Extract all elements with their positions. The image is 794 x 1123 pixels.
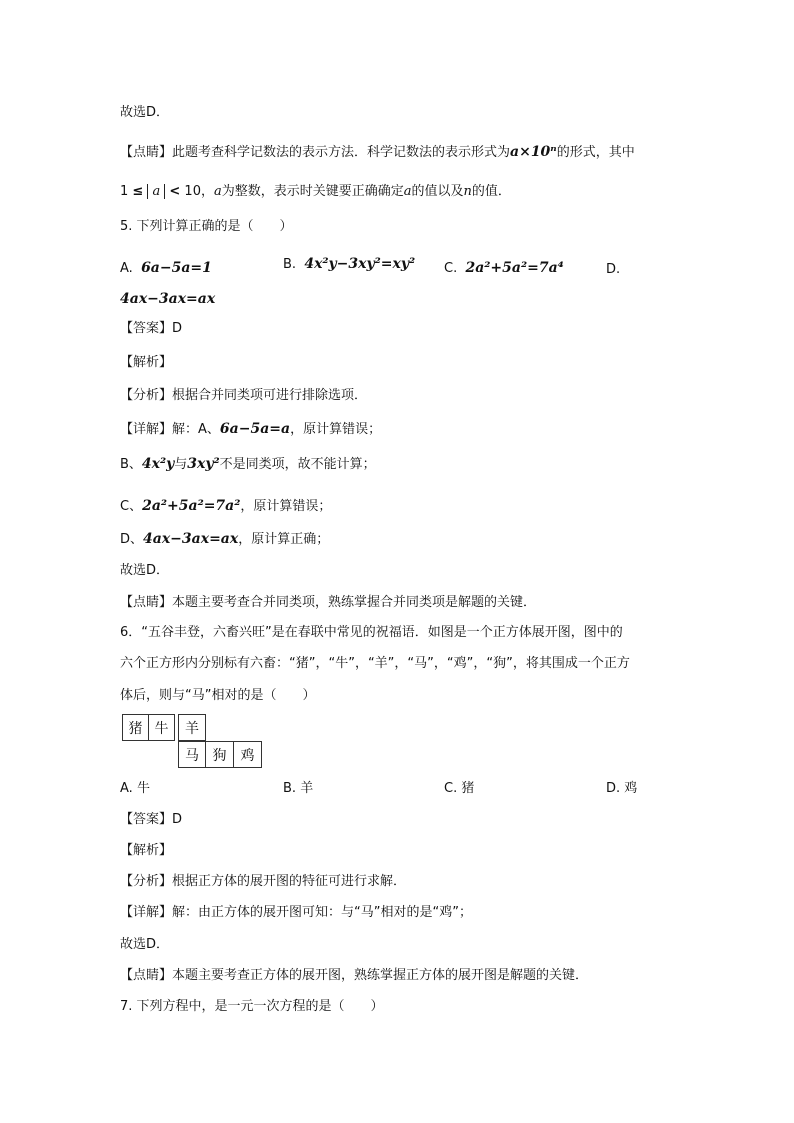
option-text: 羊 <box>300 781 314 796</box>
q6-analysis-title: 【解析】 <box>120 843 173 858</box>
option-expr: 2a²+5a²=7a⁴ <box>465 260 564 276</box>
q5-stem: 5. 下列计算正确的是（ ） <box>120 219 293 234</box>
tip-text-1: 为整数，表示时关键要正确确定 <box>221 184 404 199</box>
q5-detail-d <box>120 530 329 549</box>
option-text: 猪 <box>461 781 475 796</box>
q5-option-c <box>444 259 564 278</box>
q6-stem-2: 六个正方形内分别标有六畜：“猪”，“牛”，“羊”，“马”，“鸡”，“狗”，将其围成一个正方 <box>120 656 630 671</box>
ineq-le: ≤ <box>132 184 144 199</box>
option-label: B. <box>283 257 297 272</box>
q6-option-b <box>283 780 313 798</box>
option-label: C. <box>444 781 458 796</box>
ineq-one: 1 <box>120 184 129 199</box>
option-label: C. <box>444 261 458 276</box>
q6-option-c <box>444 780 474 798</box>
detail-post: 不是同类项，故不能计算； <box>219 457 376 472</box>
option-expr: 4ax−3ax=ax <box>120 291 216 307</box>
q5-detail-c <box>120 497 331 516</box>
net-cell-horse: 马 <box>178 741 206 768</box>
q6-stem-1: 6．“五谷丰登，六畜兴旺”是在春联中常见的祝福语．如图是一个正方体展开图，图中的 <box>120 625 623 640</box>
detail-pre: B、 <box>120 457 142 472</box>
detail-math: 6a−5a=a <box>219 421 291 437</box>
tip-sci-notation <box>120 143 635 162</box>
detail-math: 4ax−3ax=ax <box>143 531 239 547</box>
option-label: D. <box>606 781 621 796</box>
net-cell-pig: 猪 <box>122 714 149 741</box>
q6-choose: 故选D． <box>120 937 170 952</box>
q6-fenxi: 【分析】根据正方体的展开图的特征可进行求解． <box>120 874 407 889</box>
q5-detail-a <box>120 420 381 439</box>
detail-post: ，原计算错误； <box>240 499 332 514</box>
var-a: a <box>213 184 222 199</box>
option-expr: 6a−5a=1 <box>141 260 212 276</box>
q6-option-d <box>606 780 637 798</box>
detail-post: ，原计算正确； <box>238 532 330 547</box>
q5-dianjing: 【点睛】本题主要考查合并同类项，熟练掌握合并同类项是解题的关键． <box>120 595 537 610</box>
detail-pre: 【详解】解：A、 <box>120 422 220 437</box>
q7-stem: 7. 下列方程中，是一元一次方程的是（ ） <box>120 999 384 1014</box>
q5-analysis-title: 【解析】 <box>120 355 173 370</box>
var-a-2: a <box>403 184 412 199</box>
tip-text-3: 的值． <box>471 184 511 199</box>
q5-detail-b <box>120 455 376 474</box>
detail-mid: 与 <box>174 457 188 472</box>
detail-math-1: 4x²y <box>141 456 175 472</box>
option-label: A. <box>120 781 133 796</box>
tip-comma: ， <box>200 184 214 199</box>
option-text: 牛 <box>136 781 150 796</box>
q5-answer: 【答案】D <box>120 321 183 336</box>
q6-detail: 【详解】解：由正方体的展开图可知：与“马”相对的是“鸡”； <box>120 905 472 920</box>
detail-math-2: 3xy² <box>187 456 220 472</box>
tip-condition-line <box>120 183 511 201</box>
ineq-abs-a: a <box>147 184 165 199</box>
ineq-lt: < <box>169 184 181 199</box>
option-text: 鸡 <box>624 781 638 796</box>
net-cell-chicken: 鸡 <box>233 741 262 768</box>
detail-pre: C、 <box>120 499 143 514</box>
q5-fenxi: 【分析】根据合并同类项可进行排除选项． <box>120 388 368 403</box>
net-cell-sheep: 羊 <box>178 714 206 741</box>
q5-option-d-expr <box>120 290 215 309</box>
q5-choose: 故选D． <box>120 563 170 578</box>
q6-option-a <box>120 780 150 798</box>
option-label: B. <box>283 781 297 796</box>
tip-text-2: 的值以及 <box>411 184 464 199</box>
ineq-ten: 10 <box>184 184 201 199</box>
option-label: A. <box>120 261 133 276</box>
q5-option-a <box>120 259 212 278</box>
choose-line-prev: 故选D． <box>120 105 170 120</box>
var-n: n <box>463 184 472 199</box>
option-expr: 4x²y−3xy²=xy² <box>304 256 416 272</box>
tip-text-pre: 【点睛】此题考查科学记数法的表示方法．科学记数法的表示形式为 <box>120 145 511 160</box>
detail-math: 2a²+5a²=7a² <box>142 498 241 514</box>
net-cell-dog: 狗 <box>205 741 234 768</box>
q5-option-b <box>283 255 415 274</box>
detail-pre: D、 <box>120 532 144 547</box>
q6-dianjing: 【点睛】本题主要考查正方体的展开图，熟练掌握正方体的展开图是解题的关键． <box>120 968 589 983</box>
q6-answer: 【答案】D <box>120 812 183 827</box>
q6-stem-3: 体后，则与“马”相对的是（ ） <box>120 688 316 703</box>
detail-post: ，原计算错误； <box>290 422 382 437</box>
sci-notation-formula: a×10ⁿ <box>510 144 557 160</box>
tip-text-post: 的形式，其中 <box>556 145 635 160</box>
net-cell-ox: 牛 <box>148 714 175 741</box>
q5-option-d-label: D. <box>606 262 621 277</box>
